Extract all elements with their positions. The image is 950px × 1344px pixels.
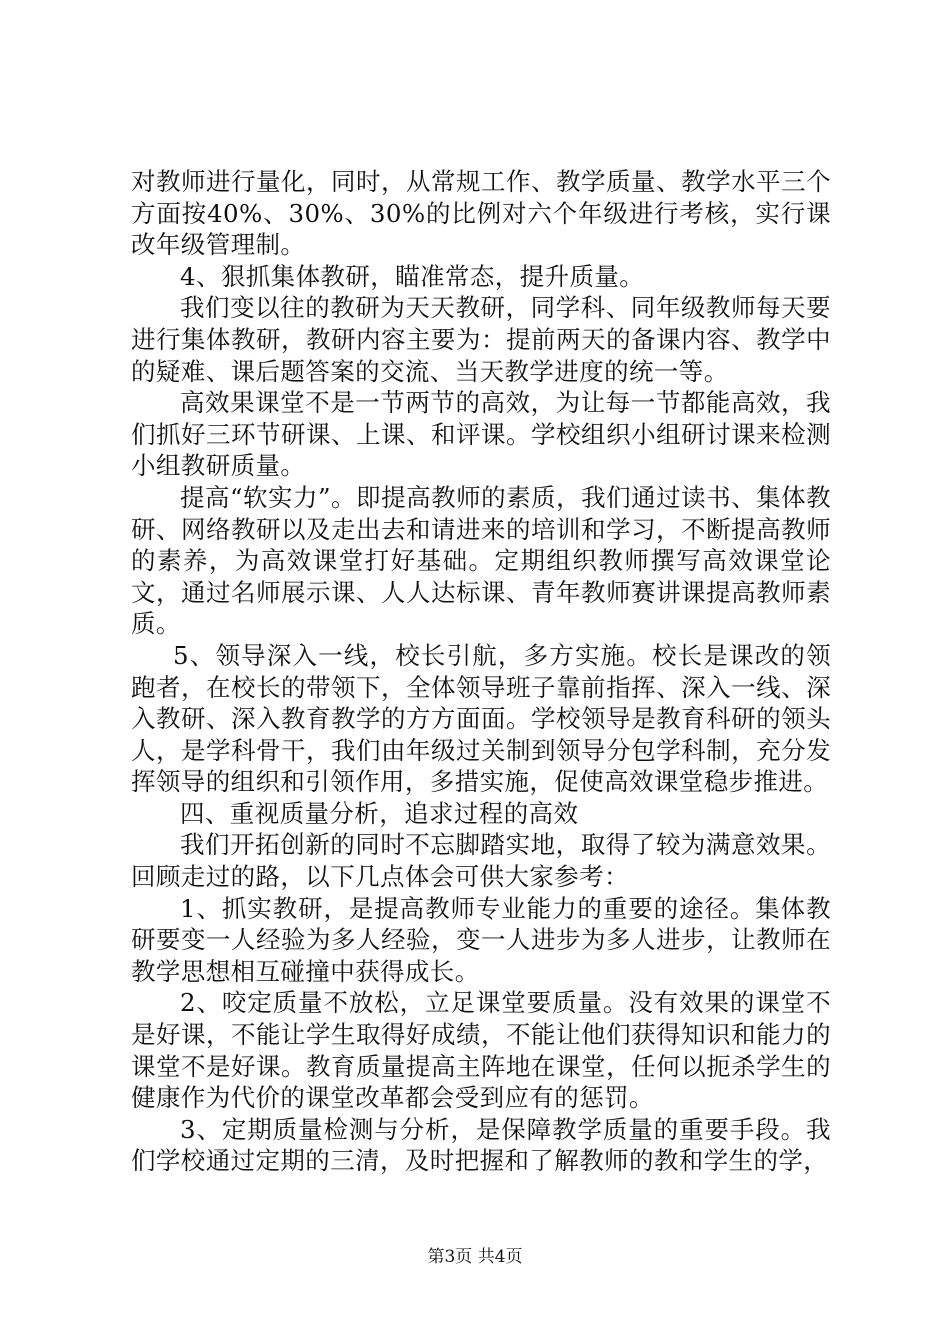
paragraph-efficient-class: 高效果课堂不是一节两节的高效，为让每一节都能高效，我们抓好三环节研课、上课、和评课。学校组织小组研讨课来检测小组教研质量。	[131, 388, 831, 481]
paragraph-point-2: 2、咬定质量不放松，立足课堂要质量。没有效果的课堂不是好课，不能让学生取得好成绩，不能让他们获得知识和能力的课堂不是好课。教育质量提高主阵地在课堂，任何以扼杀学生的健康作为代价的课堂改革都会受到应有的惩罚。	[131, 988, 831, 1113]
page-number-footer: 第3页 共4页	[427, 1247, 523, 1267]
section-heading-4: 四、重视质量分析，追求过程的高效	[180, 798, 579, 828]
paragraph-point-3: 3、定期质量检测与分析，是保障教学质量的重要手段。我们学校通过定期的三清，及时把握和了解教师的教和学生的学，	[131, 1114, 831, 1176]
paragraph-continuation: 对教师进行量化，同时，从常规工作、教学质量、教学水平三个方面按40%、30%、30%的比例对六个年级进行考核，实行课改年级管理制。	[131, 167, 831, 260]
paragraph-daily-research: 我们变以往的教研为天天教研，同学科、同年级教师每天要进行集体教研，教研内容主要为：提前两天的备课内容、教学中的疑难、课后题答案的交流、当天教学进度的统一等。	[131, 293, 831, 386]
document-body	[131, 166, 831, 1177]
paragraph-heading-5: 5、领导深入一线，校长引航，多方实施。校长是课改的领跑者，在校长的带领下，全体领导班子靠前指挥、深入一线、深入教研、深入教育教学的方方面面。学校领导是教育科研的领头人，是学科骨干，我们由年级过关制到领导分包学科制，充分发挥领导的组织和引领作用，多措实施，促使高效课堂稳步推进。	[131, 640, 831, 797]
paragraph-experience: 我们开拓创新的同时不忘脚踏实地，取得了较为满意效果。回顾走过的路，以下几点体会可供大家参考：	[131, 830, 831, 892]
paragraph-heading-4: 4、狠抓集体教研，瞄准常态，提升质量。	[180, 261, 645, 291]
paragraph-point-1: 1、抓实教研，是提高教师专业能力的重要的途径。集体教研要变一人经验为多人经验，变一人进步为多人进步，让教师在教学思想相互碰撞中获得成长。	[131, 893, 831, 986]
paragraph-soft-power: 提高“软实力”。即提高教师的素质，我们通过读书、集体教研、网络教研以及走出去和请进来的培训和学习，不断提高教师的素养，为高效课堂打好基础。定期组织教师撰写高效课堂论文，通过名师展示课、人人达标课、青年教师赛讲课提高教师素质。	[131, 482, 831, 639]
